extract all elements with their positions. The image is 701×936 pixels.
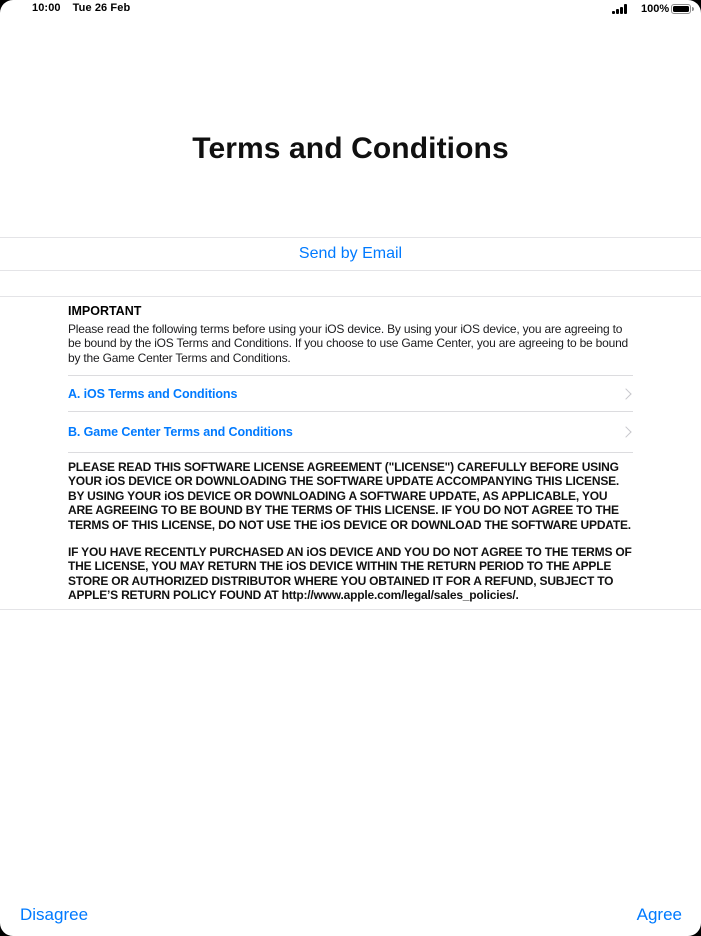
page-title: Terms and Conditions xyxy=(192,132,509,165)
send-by-email-button[interactable] xyxy=(0,237,701,271)
chevron-right-icon xyxy=(620,388,631,399)
disagree-button[interactable]: Disagree xyxy=(20,905,89,924)
battery-icon xyxy=(671,4,694,14)
status-bar-left xyxy=(32,2,130,14)
link-game-center-terms-label: B. Game Center Terms and Conditions xyxy=(68,425,293,439)
terms-intro-paragraph: Please read the following terms before using your iOS device. By using your iOS device, you are agreeing to be bound by the iOS Terms and Conditions. If you choose to use Game Center, you are agreeing to be bound by the Game Center Terms and Conditions. xyxy=(68,322,629,365)
send-by-email-label: Send by Email xyxy=(298,245,403,262)
section-divider xyxy=(0,296,701,297)
terms-links-list xyxy=(68,375,633,453)
chevron-right-icon xyxy=(620,426,631,437)
battery-percent: 100% xyxy=(641,3,670,15)
license-paragraph-2: IF YOU HAVE RECENTLY PURCHASED AN iOS DEVICE AND YOU DO NOT AGREE TO THE TERMS OF THE LICENSE, YOU MAY RETURN THE iOS DEVICE WITHIN THE RETURN PERIOD TO THE APPLE STORE OR AUTHORIZED DISTRIBUTOR WHERE YOU OBTAINED IT FOR A REFUND, SUBJECT TO APPLE’S RETURN POLICY FOUND AT http://www.apple.com/legal/sales_policies/. xyxy=(68,545,632,603)
link-ios-terms-label: A. iOS Terms and Conditions xyxy=(68,386,238,401)
content-bottom-divider xyxy=(0,609,701,610)
cellular-signal-icon xyxy=(612,4,627,14)
important-heading: IMPORTANT xyxy=(68,304,142,318)
link-ios-terms[interactable] xyxy=(68,376,633,412)
license-paragraph-1: PLEASE READ THIS SOFTWARE LICENSE AGREEMENT ("LICENSE") CAREFULLY BEFORE USING YOUR iOS DEVICE OR DOWNLOADING THE SOFTWARE UPDATE ACCOMPANYING THIS LICENSE. BY USING YOUR iOS DEVICE OR DOWNLOADING A SOFTWARE UPDATE, AS APPLICABLE, YOU ARE AGREEING TO BE BOUND BY THE TERMS OF THIS LICENSE. IF YOU DO NOT AGREE TO THE TERMS OF THIS LICENSE, DO NOT USE THE iOS DEVICE OR DOWNLOAD THE SOFTWARE UPDATE. xyxy=(68,460,631,532)
link-game-center-terms[interactable] xyxy=(68,412,633,453)
status-date: Tue 26 Feb xyxy=(72,2,131,14)
status-time: 10:00 xyxy=(32,2,61,14)
agree-button[interactable]: Agree xyxy=(636,905,682,924)
